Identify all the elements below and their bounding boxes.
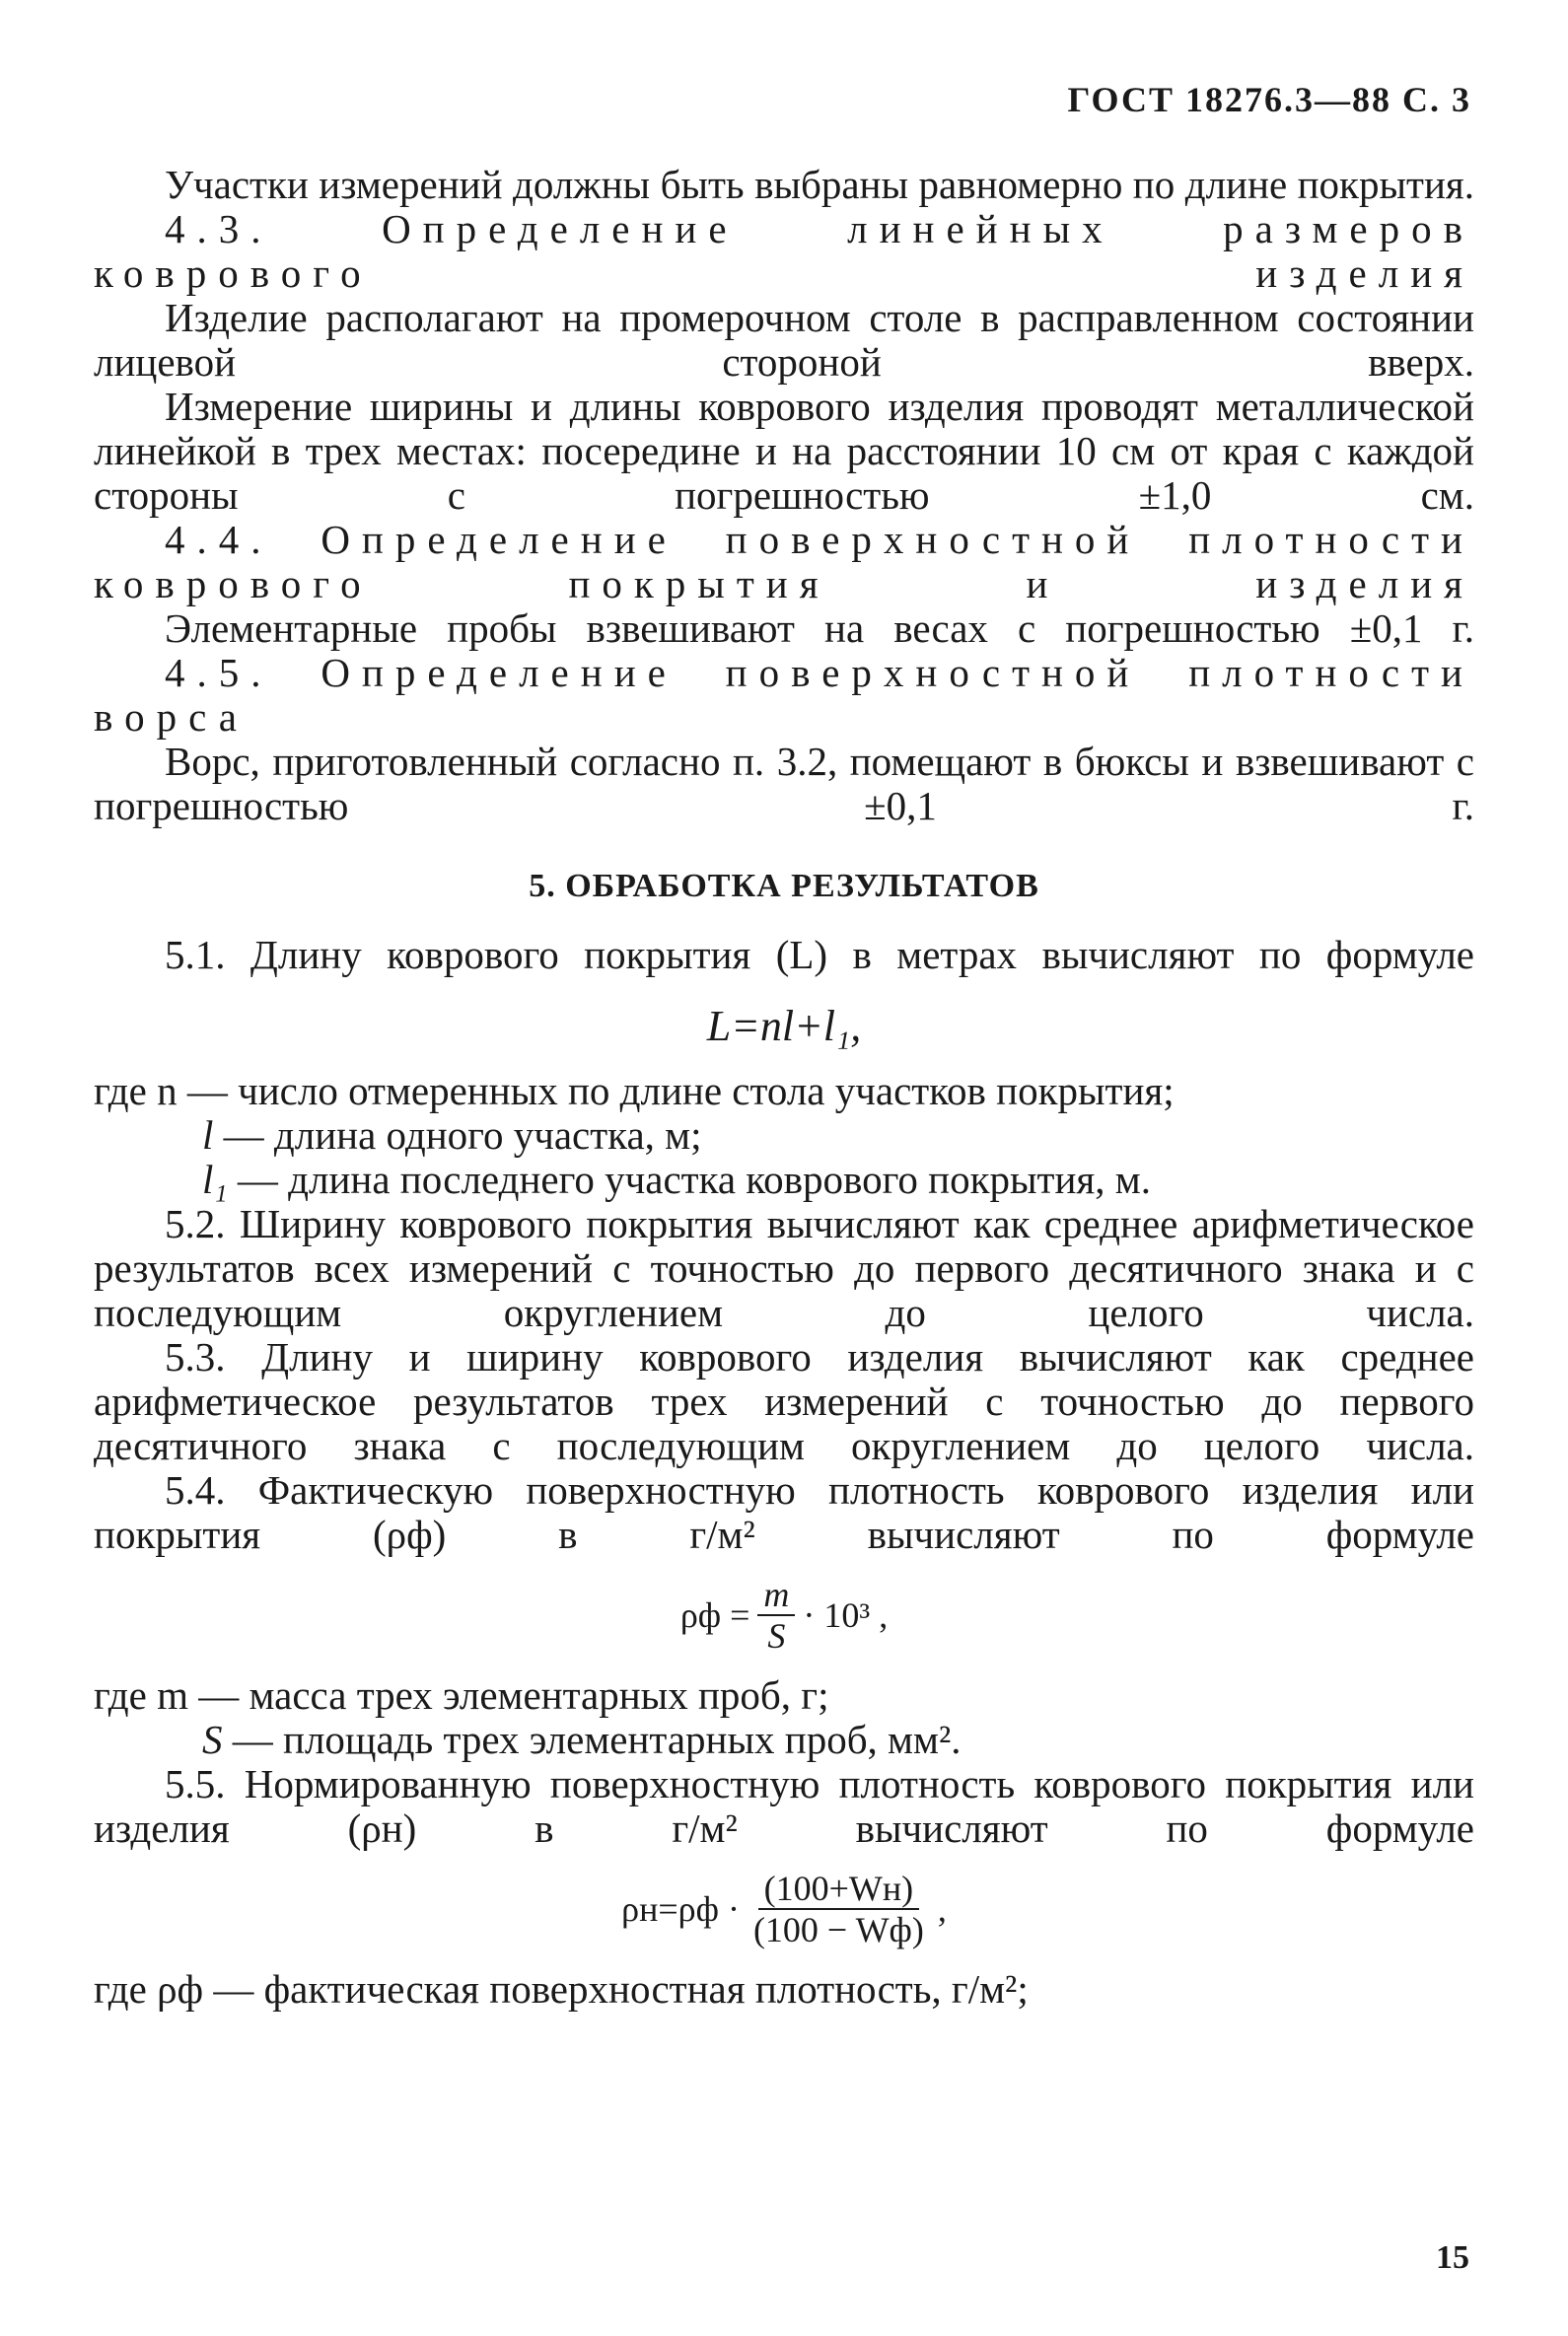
clause-5-3: 5.3. Длину и ширину коврового изделия вычисляют как среднее арифметическое результатов трех измерений с точностью до первого десятичного знака с последующим округлением до целого числа. [94, 1334, 1474, 1468]
clause-4-3-body-1: Изделие располагают на промерочном столе в расправленном состоянии лицевой стороной вверх. [94, 295, 1474, 385]
clause-4-5-body: Ворс, приготовленный согласно п. 3.2, помещают в бюксы и взвешивают с погрешностью ±0,1 г. [94, 739, 1474, 828]
clause-5-2: 5.2. Ширину коврового покрытия вычисляют как среднее арифметическое результатов всех измерений с точностью до первого десятичного знака и с последующим округлением до целого числа. [94, 1201, 1474, 1335]
where-row [94, 1673, 1474, 1718]
formula-rhs: · 10³ , [803, 1595, 889, 1635]
clause-4-5-heading: 4.5. Определение поверхностной плотности ворса [94, 650, 1474, 740]
clause-5-5: 5.5. Нормированную поверхностную плотность коврового покрытия или изделия (ρн) в г/м² вычисляют по формуле [94, 1761, 1474, 1851]
clause-5-1: 5.1. Длину коврового покрытия (L) в метрах вычисляют по формуле [165, 932, 1474, 977]
where-text: — длина одного участка, м; [223, 1112, 702, 1158]
fraction-numerator: m [757, 1575, 795, 1616]
where-symbol: l [202, 1112, 214, 1158]
clause-5-4: 5.4. Фактическую поверхностную плотность коврового изделия или покрытия (ρф) в г/м² вычисляют по формуле [94, 1467, 1474, 1557]
where-symbol: S [202, 1717, 223, 1762]
section-5-title: 5. ОБРАБОТКА РЕЗУЛЬТАТОВ [529, 868, 1039, 904]
where-row [94, 1069, 1474, 1113]
where-text: — число отмеренных по длине стола участков покрытия; [186, 1068, 1175, 1113]
formula-normalized-density [94, 1869, 1474, 1949]
where-row: где ρф — фактическая поверхностная плотность, г/м²; [94, 1966, 1029, 2012]
where-row [94, 1718, 1474, 1762]
formula-actual-density [94, 1575, 1474, 1656]
page-number: 15 [1436, 2239, 1469, 2276]
where-text: — площадь трех элементарных проб, мм². [232, 1717, 962, 1762]
formula-rhs: , [937, 1889, 947, 1929]
clause-4-4-heading: 4.4. Определение поверхностной плотности коврового покрытия и изделия [94, 517, 1474, 606]
clause-4-3-heading: 4.3. Определение линейных размеров коврового изделия [94, 206, 1474, 296]
fraction-denominator: (100 − Wф) [752, 1910, 924, 1949]
formula-lhs: ρн=ρф · [621, 1889, 740, 1929]
formula-lhs: ρф = [679, 1595, 750, 1635]
fraction [757, 1575, 795, 1656]
fraction-numerator: (100+Wн) [758, 1869, 920, 1910]
where-row [94, 1113, 1474, 1158]
where-row [94, 1158, 1474, 1202]
where-symbol: где m [94, 1672, 188, 1718]
body-text [94, 163, 1474, 2012]
paragraph-measurement-areas: Участки измерений должны быть выбраны равномерно по длине покрытия. [165, 162, 1474, 207]
clause-4-3-body-2: Измерение ширины и длины коврового изделия проводят металлической линейкой в трех местах: посередине и на расстоянии 10 см от края с каждой стороны с погрешностью ±1,0 см. [94, 384, 1474, 518]
page-header: ГОСТ 18276.3—88 С. 3 [1067, 80, 1471, 119]
where-symbol: где n [94, 1068, 178, 1113]
clause-4-4-body: Элементарные пробы взвешивают на весах с погрешностью ±0,1 г. [165, 605, 1474, 651]
fraction [748, 1869, 930, 1949]
formula-length: L=nl+l₁, [706, 1002, 862, 1050]
where-symbol: l₁ [202, 1157, 228, 1202]
where-text: — масса трех элементарных проб, г; [198, 1672, 829, 1718]
fraction-denominator: S [767, 1616, 786, 1656]
where-text: — длина последнего участка коврового покрытия, м. [237, 1157, 1151, 1202]
